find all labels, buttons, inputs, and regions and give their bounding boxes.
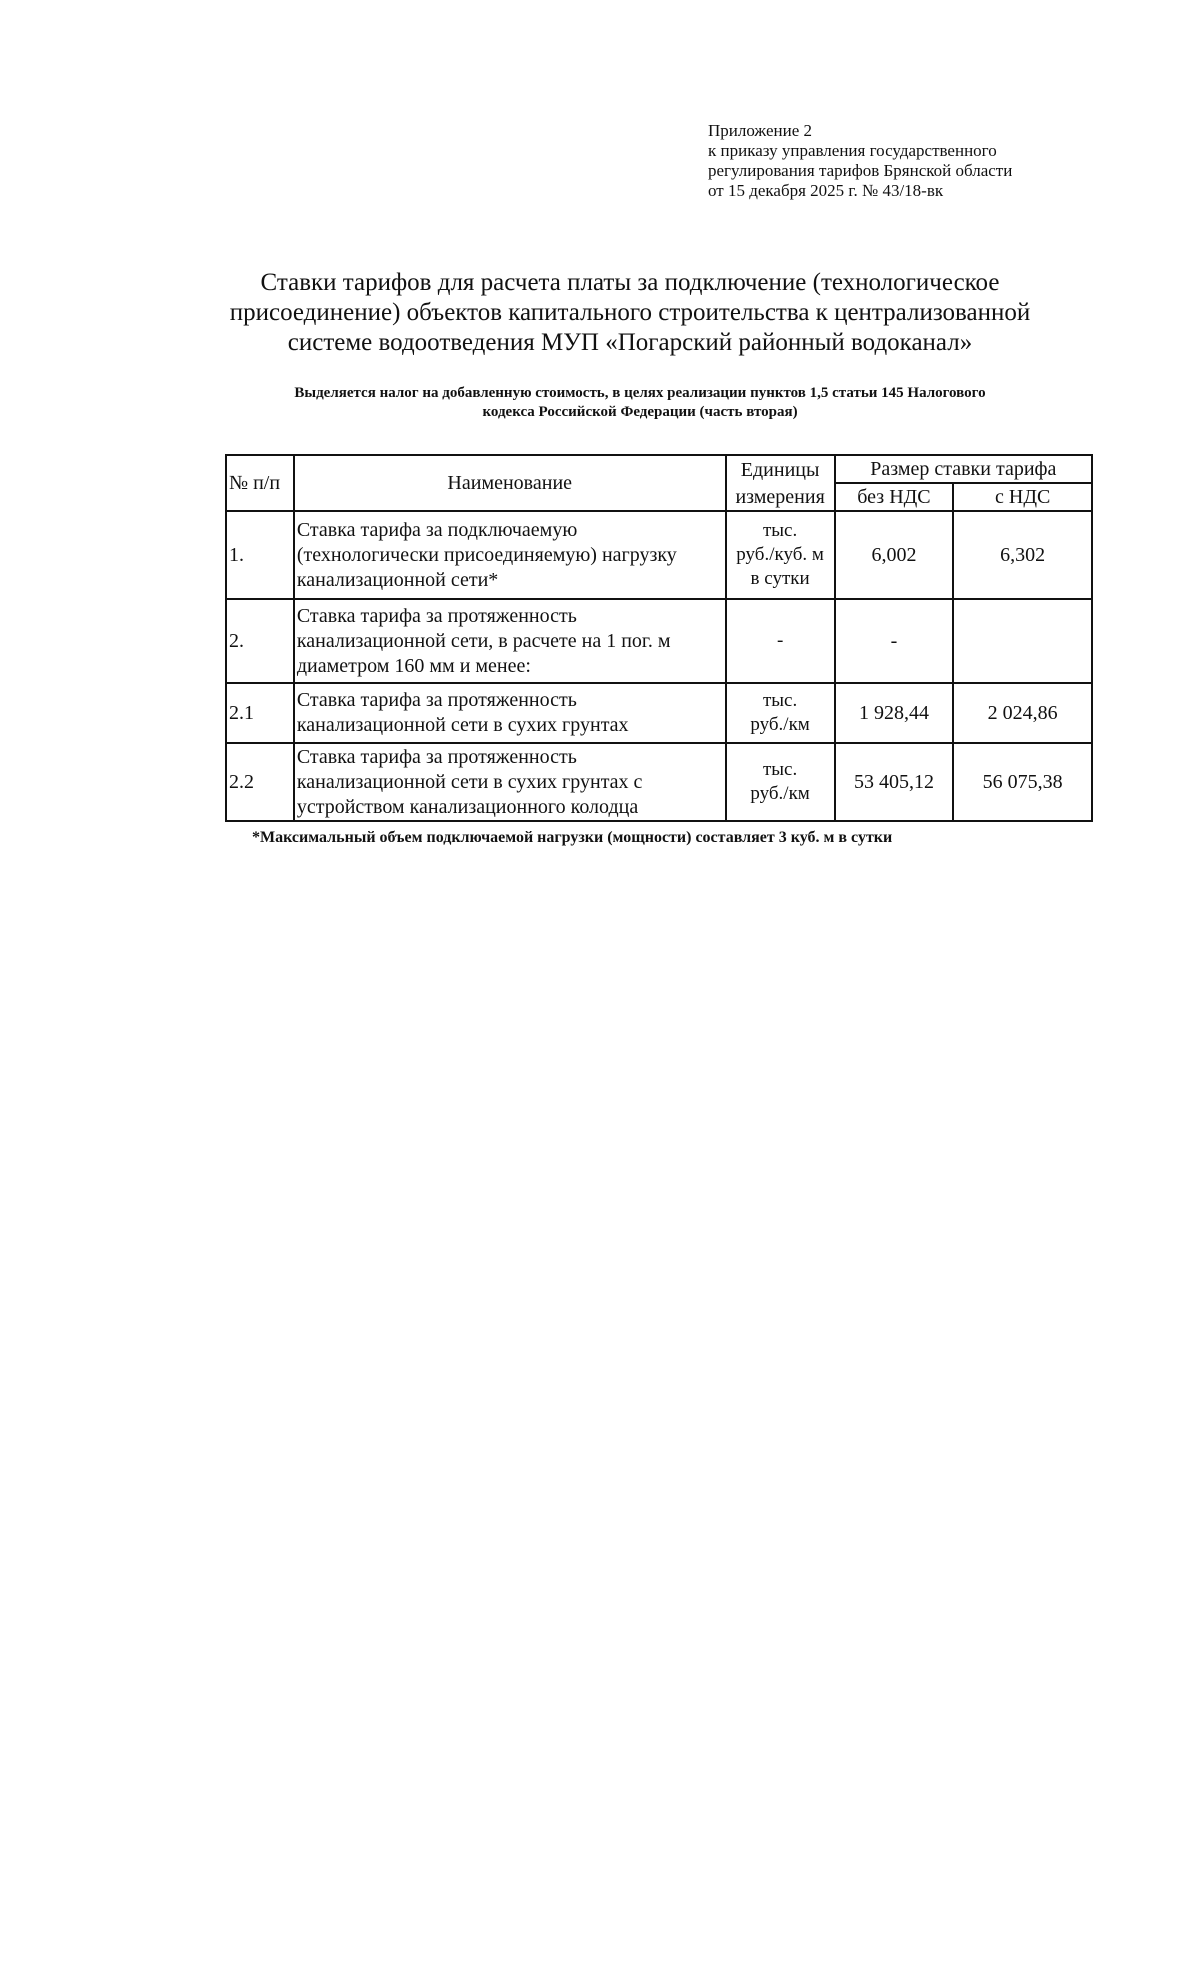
- row-name-line: Ставка тарифа за протяженность: [296, 745, 577, 768]
- row-unit-line: руб./куб. м: [736, 544, 824, 565]
- row-name-line: канализационной сети*: [296, 568, 499, 591]
- row-name-line: (технологически присоединяемую) нагрузку: [296, 543, 677, 566]
- row-unit-line: руб./км: [750, 714, 810, 735]
- header-name: Наименование: [294, 455, 726, 511]
- footnote: *Максимальный объем подключаемой нагрузки (мощности) составляет 3 куб. м в сутки: [252, 829, 893, 846]
- row-name: [294, 511, 726, 599]
- row-name-line: Ставка тарифа за подключаемую: [296, 518, 578, 541]
- row-unit-line: -: [776, 630, 784, 651]
- title-line: присоединение) объектов капитального строительства к централизованной: [229, 299, 1031, 326]
- title-line: Ставки тарифов для расчета платы за подключение (технологическое: [260, 269, 1000, 296]
- row-num: 2.: [226, 599, 294, 683]
- header-num: № п/п: [226, 455, 294, 511]
- header-without-vat: без НДС: [835, 483, 954, 511]
- row-with-vat: 56 075,38: [953, 743, 1092, 821]
- row-unit-line: тыс.: [762, 690, 798, 711]
- table-row: [226, 599, 1092, 683]
- row-name: [294, 743, 726, 821]
- appendix-line: от 15 декабря 2025 г. № 43/18-вк: [708, 181, 944, 200]
- row-with-vat: 2 024,86: [953, 683, 1092, 743]
- header-with-vat: с НДС: [953, 483, 1092, 511]
- document-title: [180, 268, 1080, 358]
- row-num: 2.1: [226, 683, 294, 743]
- row-num: 2.2: [226, 743, 294, 821]
- row-name-line: канализационной сети в сухих грунтах с: [296, 770, 643, 793]
- appendix-line: Приложение 2: [708, 121, 812, 140]
- row-unit: [726, 511, 835, 599]
- tariff-table: [225, 454, 1093, 822]
- header-unit-bottom: измерения: [726, 483, 835, 511]
- table-row: [226, 743, 1092, 821]
- appendix-line: к приказу управления государственного: [708, 141, 997, 160]
- vat-note-line: Выделяется налог на добавленную стоимость, в целях реализации пунктов 1,5 статьи 145 Налогового: [294, 385, 986, 401]
- row-without-vat: 53 405,12: [835, 743, 954, 821]
- row-name-line: устройством канализационного колодца: [296, 795, 639, 818]
- row-unit-line: в сутки: [750, 568, 810, 589]
- row-without-vat: -: [835, 599, 954, 683]
- row-unit: [726, 743, 835, 821]
- table-header-row: [226, 455, 1092, 483]
- vat-note: [200, 384, 1080, 422]
- row-without-vat: 1 928,44: [835, 683, 954, 743]
- row-name-line: Ставка тарифа за протяженность: [296, 689, 577, 711]
- row-name-line: диаметром 160 мм и менее:: [296, 654, 531, 677]
- table-row: [226, 683, 1092, 743]
- appendix-line: регулирования тарифов Брянской области: [708, 161, 1013, 180]
- row-name: [294, 683, 726, 743]
- row-num: 1.: [226, 511, 294, 599]
- row-name: [294, 599, 726, 683]
- row-with-vat: 6,302: [953, 511, 1092, 599]
- row-without-vat: 6,002: [835, 511, 954, 599]
- row-unit-line: тыс.: [762, 759, 798, 780]
- row-name-line: канализационной сети, в расчете на 1 пог. м: [296, 629, 671, 652]
- appendix-header: [708, 121, 1148, 201]
- row-name-line: канализационной сети в сухих грунтах: [296, 714, 629, 736]
- header-rate: Размер ставки тарифа: [835, 455, 1092, 483]
- row-unit-line: тыс.: [762, 520, 798, 541]
- row-with-vat: [953, 599, 1092, 683]
- row-unit: [726, 683, 835, 743]
- table-row: [226, 511, 1092, 599]
- row-unit-line: руб./км: [750, 783, 810, 804]
- vat-note-line: кодекса Российской Федерации (часть вторая): [482, 404, 798, 420]
- title-line: системе водоотведения МУП «Погарский районный водоканал»: [287, 329, 973, 356]
- row-name-line: Ставка тарифа за протяженность: [296, 604, 577, 627]
- row-unit: [726, 599, 835, 683]
- header-unit-top: Единицы: [726, 455, 835, 483]
